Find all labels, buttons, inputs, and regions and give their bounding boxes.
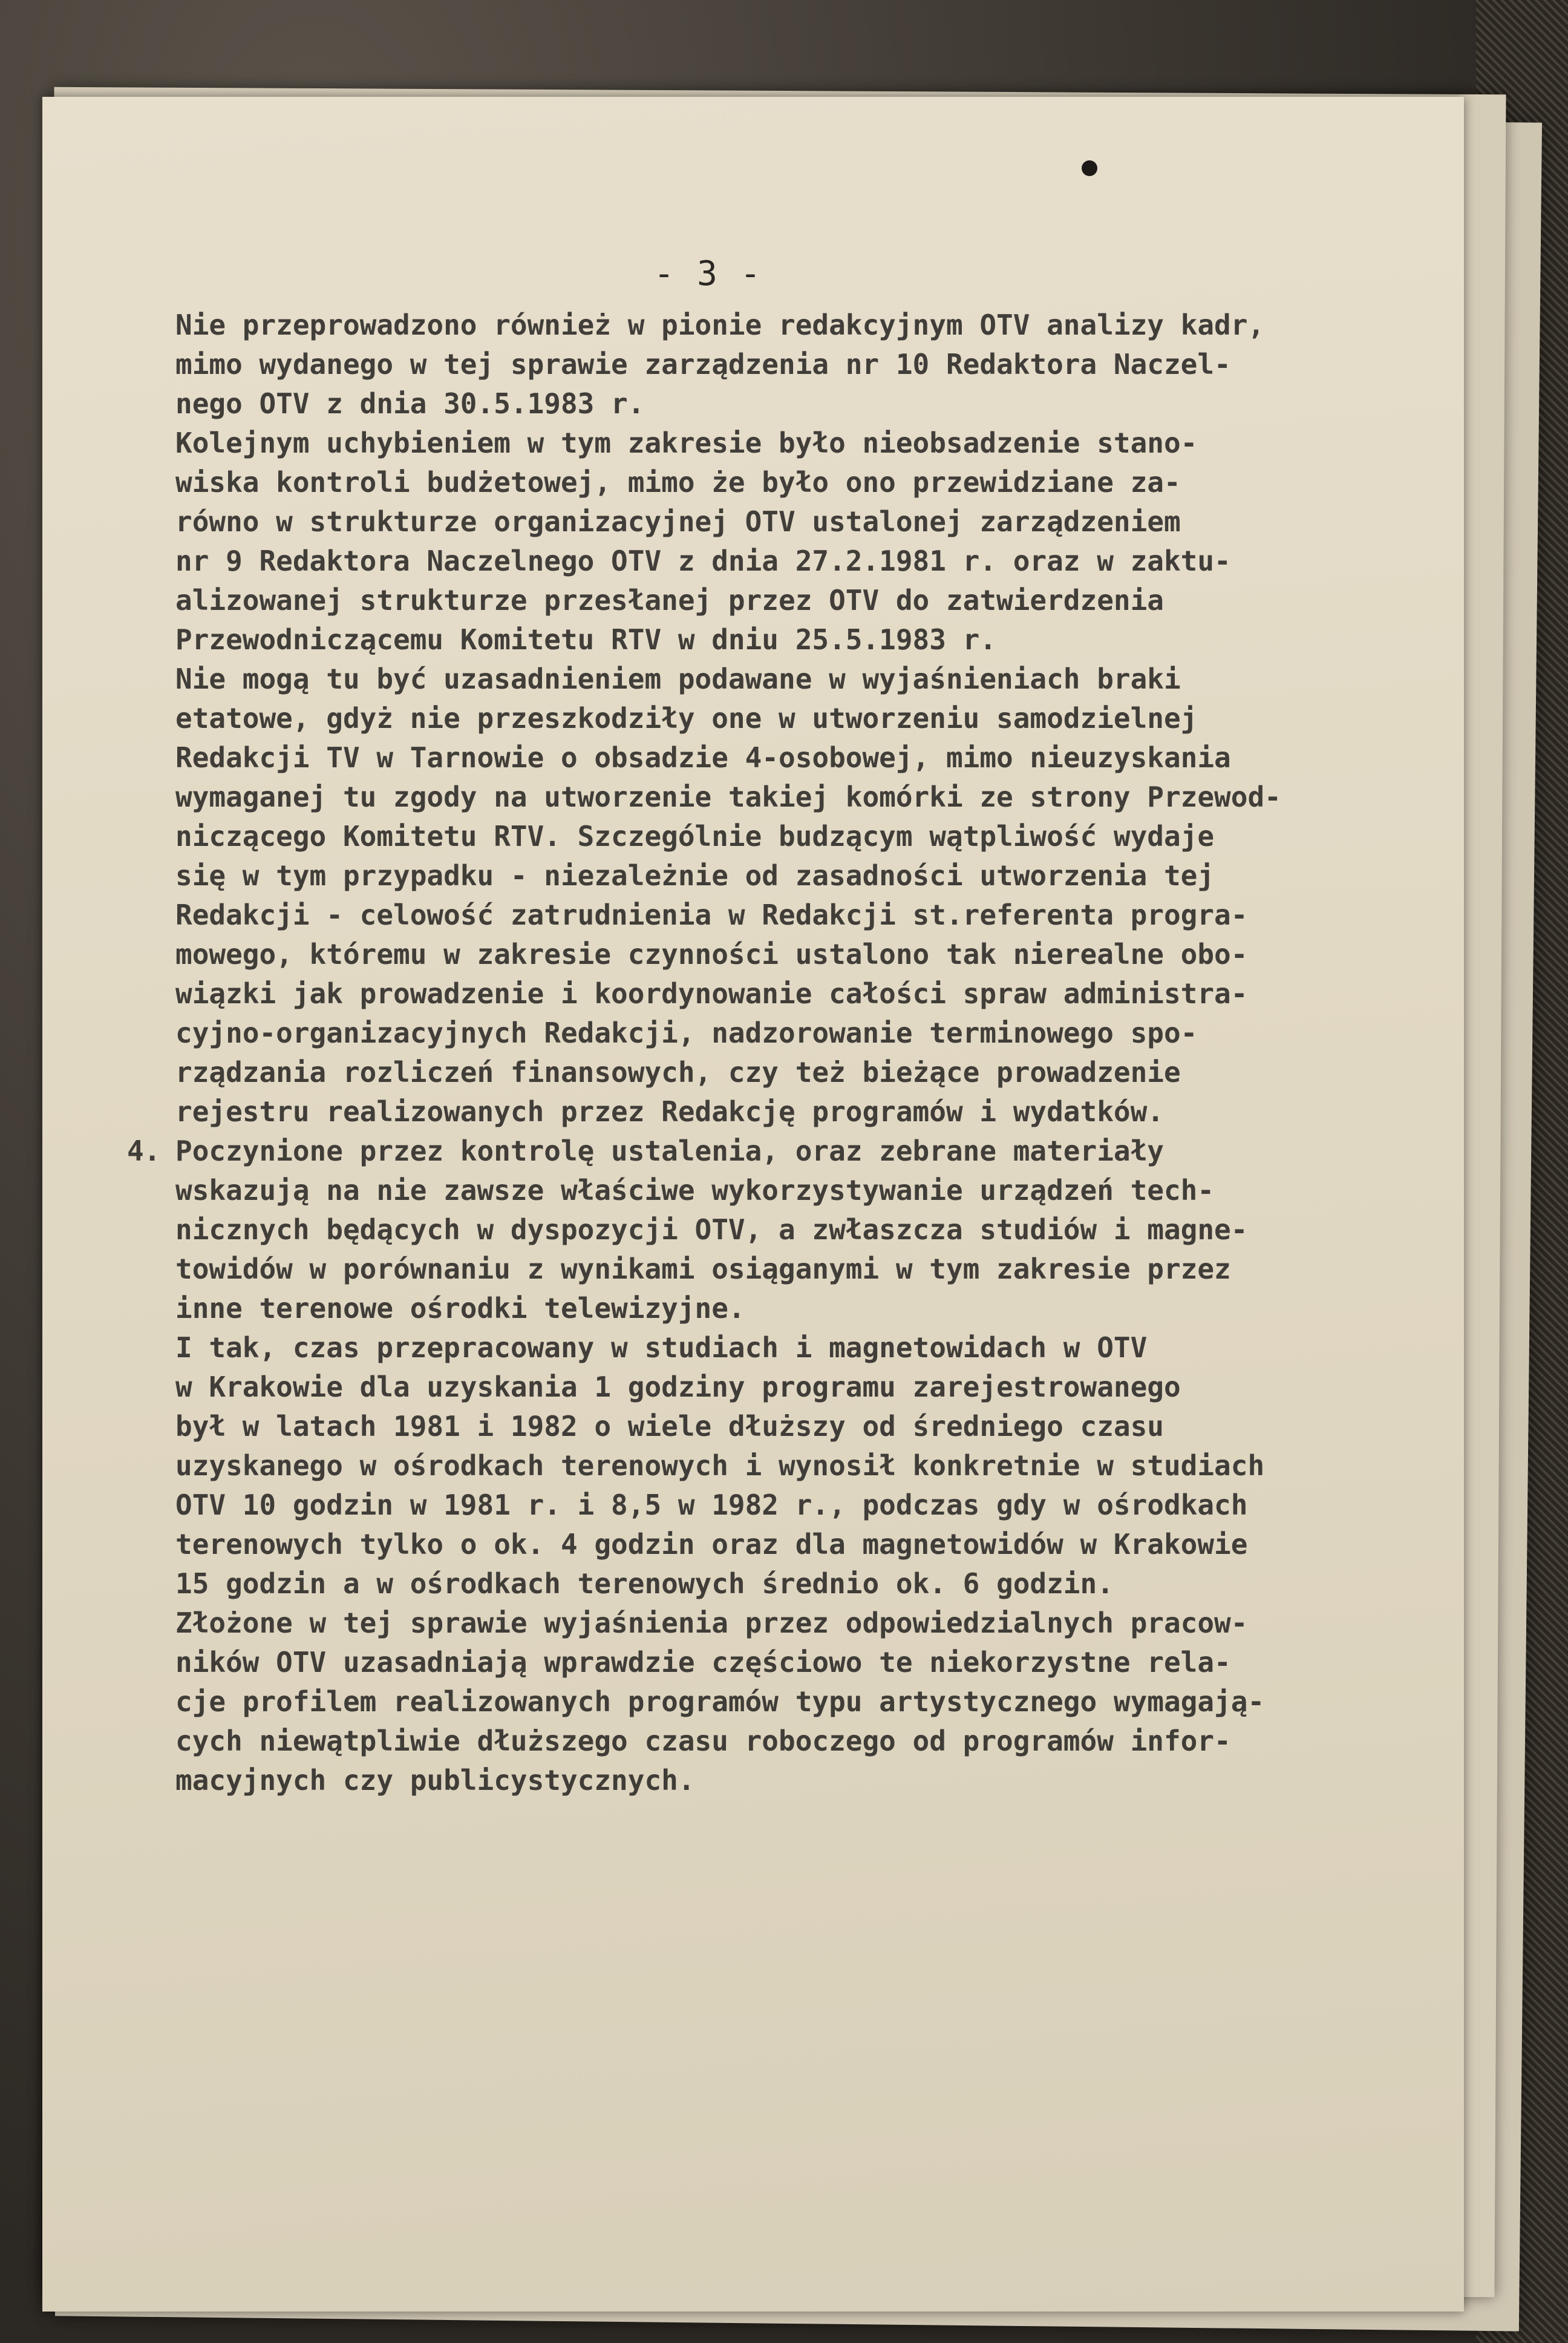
- text-line: się w tym przypadku - niezależnie od zasadności utworzenia tej: [175, 859, 1215, 892]
- text-line: mowego, któremu w zakresie czynności ustalono tak nierealne obo-: [175, 938, 1248, 971]
- text-line: etatowe, gdyż nie przeszkodziły one w utworzeniu samodzielnej: [175, 702, 1198, 735]
- text-line: Poczynione przez kontrolę ustalenia, oraz zebrane materiały: [175, 1135, 1164, 1167]
- paragraph: [175, 1328, 1397, 1604]
- text-line: OTV 10 godzin w 1981 r. i 8,5 w 1982 r., podczas gdy w ośrodkach: [175, 1489, 1248, 1521]
- text-line: alizowanej strukturze przesłanej przez OTV do zatwierdzenia: [175, 584, 1164, 617]
- text-line: wiązki jak prowadzenie i koordynowanie całości spraw administra-: [175, 977, 1248, 1010]
- text-line: ników OTV uzasadniają wprawdzie częściowo te niekorzystne rela-: [175, 1646, 1231, 1679]
- text-line: Nie przeprowadzono również w pionie redakcyjnym OTV analizy kadr,: [175, 309, 1265, 341]
- text-line: nego OTV z dnia 30.5.1983 r.: [175, 387, 645, 420]
- text-line: wymaganej tu zgody na utworzenie takiej komórki ze strony Przewod-: [175, 781, 1281, 813]
- text-line: I tak, czas przepracowany w studiach i magnetowidach w OTV: [175, 1331, 1148, 1364]
- text-line: mimo wydanego w tej sprawie zarządzenia nr 10 Redaktora Naczel-: [175, 348, 1231, 381]
- paragraph: [175, 660, 1397, 1132]
- text-line: Złożone w tej sprawie wyjaśnienia przez odpowiedzialnych pracow-: [175, 1607, 1248, 1639]
- text-line: Nie mogą tu być uzasadnieniem podawane w wyjaśnieniach braki: [175, 663, 1181, 695]
- text-line: Redakcji TV w Tarnowie o obsadzie 4-osobowej, mimo nieuzyskania: [175, 741, 1231, 774]
- text-line: nicznych będących w dyspozycji OTV, a zwłaszcza studiów i magne-: [175, 1213, 1248, 1246]
- text-line: niczącego Komitetu RTV. Szczególnie budzącym wątpliwość wydaje: [175, 820, 1215, 853]
- page-number: - 3 -: [653, 254, 762, 293]
- paragraph: [175, 1604, 1397, 1800]
- text-line: towidów w porównaniu z wynikami osiąganymi w tym zakresie przez: [175, 1253, 1231, 1285]
- text-line: terenowych tylko o ok. 4 godzin oraz dla magnetowidów w Krakowie: [175, 1528, 1248, 1561]
- item-number: 4.: [127, 1135, 161, 1167]
- text-line: 15 godzin a w ośrodkach terenowych średnio ok. 6 godzin.: [175, 1567, 1114, 1600]
- text-line: cych niewątpliwie dłuższego czasu roboczego od programów infor-: [175, 1725, 1231, 1757]
- document-body: [127, 306, 1397, 1800]
- text-line: był w latach 1981 i 1982 o wiele dłuższy od średniego czasu: [175, 1410, 1164, 1443]
- text-line: w Krakowie dla uzyskania 1 godziny programu zarejestrowanego: [175, 1371, 1181, 1403]
- text-line: cyjno-organizacyjnych Redakcji, nadzorowanie terminowego spo-: [175, 1017, 1198, 1049]
- text-line: Redakcji - celowość zatrudnienia w Redakcji st.referenta progra-: [175, 899, 1248, 931]
- text-line: macyjnych czy publicystycznych.: [175, 1764, 695, 1797]
- text-line: cje profilem realizowanych programów typu artystycznego wymagają-: [175, 1685, 1265, 1718]
- numbered-item-4: [127, 1132, 1397, 1328]
- text-line: równo w strukturze organizacyjnej OTV ustalonej zarządzeniem: [175, 505, 1181, 538]
- text-line: uzyskanego w ośrodkach terenowych i wynosił konkretnie w studiach: [175, 1449, 1265, 1482]
- paragraph: [175, 306, 1397, 424]
- text-line: inne terenowe ośrodki telewizyjne.: [175, 1292, 745, 1325]
- text-line: Kolejnym uchybieniem w tym zakresie było nieobsadzenie stano-: [175, 427, 1198, 459]
- text-line: nr 9 Redaktora Naczelnego OTV z dnia 27.2.1981 r. oraz w zaktu-: [175, 545, 1231, 577]
- text-line: Przewodniczącemu Komitetu RTV w dniu 25.5.1983 r.: [175, 623, 997, 656]
- text-line: wiska kontroli budżetowej, mimo że było ono przewidziane za-: [175, 466, 1181, 499]
- text-line: wskazują na nie zawsze właściwe wykorzystywanie urządzeń tech-: [175, 1174, 1215, 1207]
- ink-spot: [1082, 160, 1097, 176]
- typewritten-page: [42, 97, 1464, 2312]
- text-line: rządzania rozliczeń finansowych, czy też bieżące prowadzenie: [175, 1056, 1181, 1089]
- paragraph: [175, 424, 1397, 660]
- text-line: rejestru realizowanych przez Redakcję programów i wydatków.: [175, 1095, 1164, 1128]
